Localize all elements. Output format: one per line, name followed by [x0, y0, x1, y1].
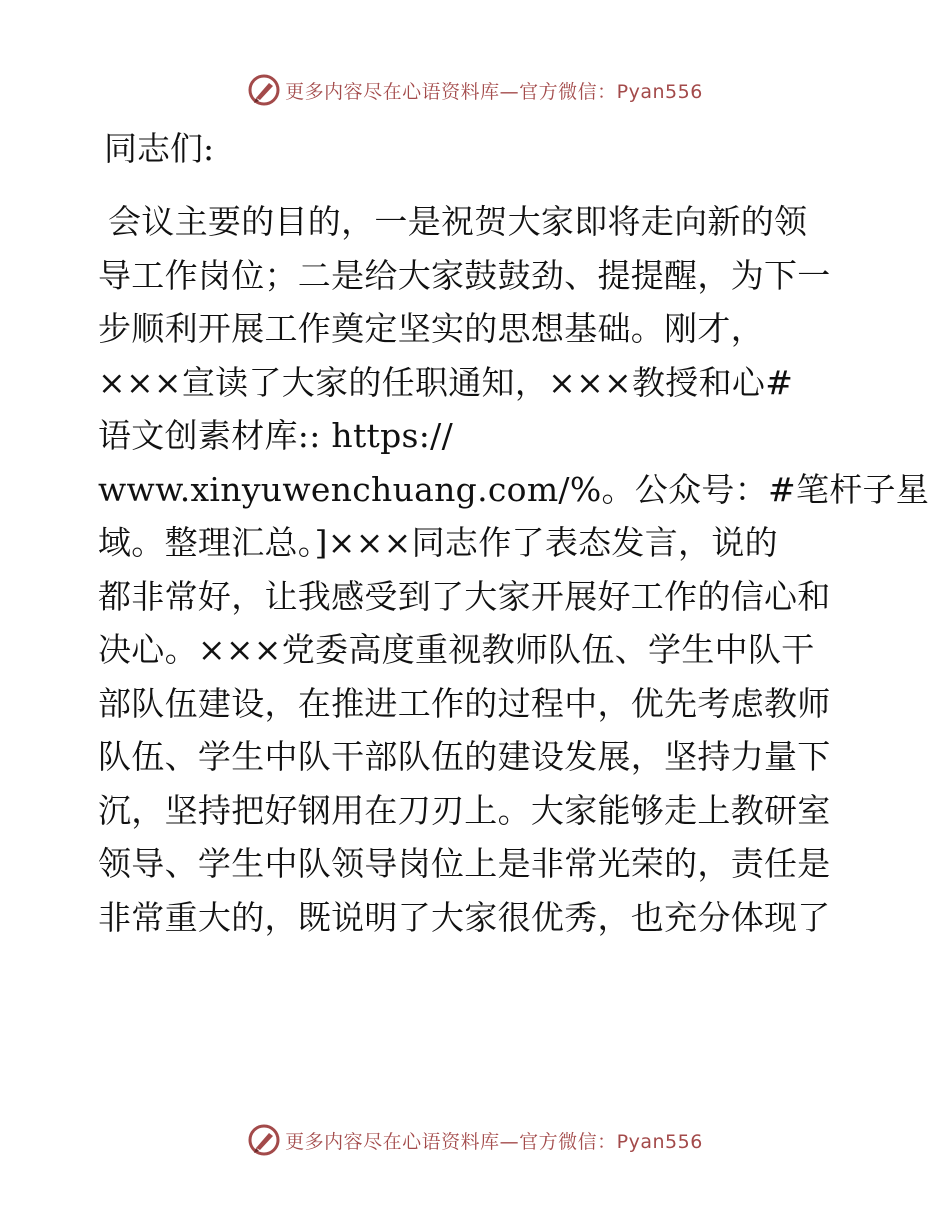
- text-line: 非常重大的，既说明了大家很优秀，也充分体现了: [98, 897, 831, 937]
- pen-logo-icon: [247, 73, 281, 107]
- text-line: 导工作岗位；二是给大家鼓鼓劲、提提醒，为下一: [98, 255, 831, 295]
- text-line: www.xinyuwenchuang.com/%。公众号：#笔杆子星: [98, 469, 930, 509]
- text-line: ×××宣读了大家的任职通知，×××教授和心#: [98, 362, 794, 402]
- text-line: 沉，坚持把好钢用在刀刃上。大家能够走上教研室: [98, 790, 831, 830]
- footer-watermark-text: 更多内容尽在心语资料库—官方微信：Pyan556: [285, 1130, 703, 1153]
- footer-watermark: [0, 1120, 950, 1160]
- pen-logo-icon: [247, 1123, 281, 1157]
- text-line: 域。整理汇总。]×××同志作了表态发言，说的: [98, 523, 778, 562]
- text-line: 会议主要的目的，一是祝贺大家即将走向新的领: [108, 202, 808, 241]
- header-watermark-text: 更多内容尽在心语资料库—官方微信：Pyan556: [285, 80, 703, 103]
- text-line: 部队伍建设，在推进工作的过程中，优先考虑教师: [98, 683, 831, 723]
- greeting: 同志们:: [104, 129, 215, 168]
- text-line: 都非常好，让我感受到了大家开展好工作的信心和: [98, 576, 831, 616]
- text-line: 领导、学生中队领导岗位上是非常光荣的，责任是: [98, 844, 831, 883]
- text-line: 步顺利开展工作奠定坚实的思想基础。刚才，: [98, 309, 764, 348]
- text-line: 语文创素材库:: https://: [98, 416, 454, 455]
- text-line: 队伍、学生中队干部队伍的建设发展，坚持力量下: [98, 737, 831, 776]
- body-text: [98, 195, 930, 944]
- text-line: 决心。×××党委高度重视教师队伍、学生中队干: [98, 630, 815, 669]
- header-watermark: [0, 70, 950, 110]
